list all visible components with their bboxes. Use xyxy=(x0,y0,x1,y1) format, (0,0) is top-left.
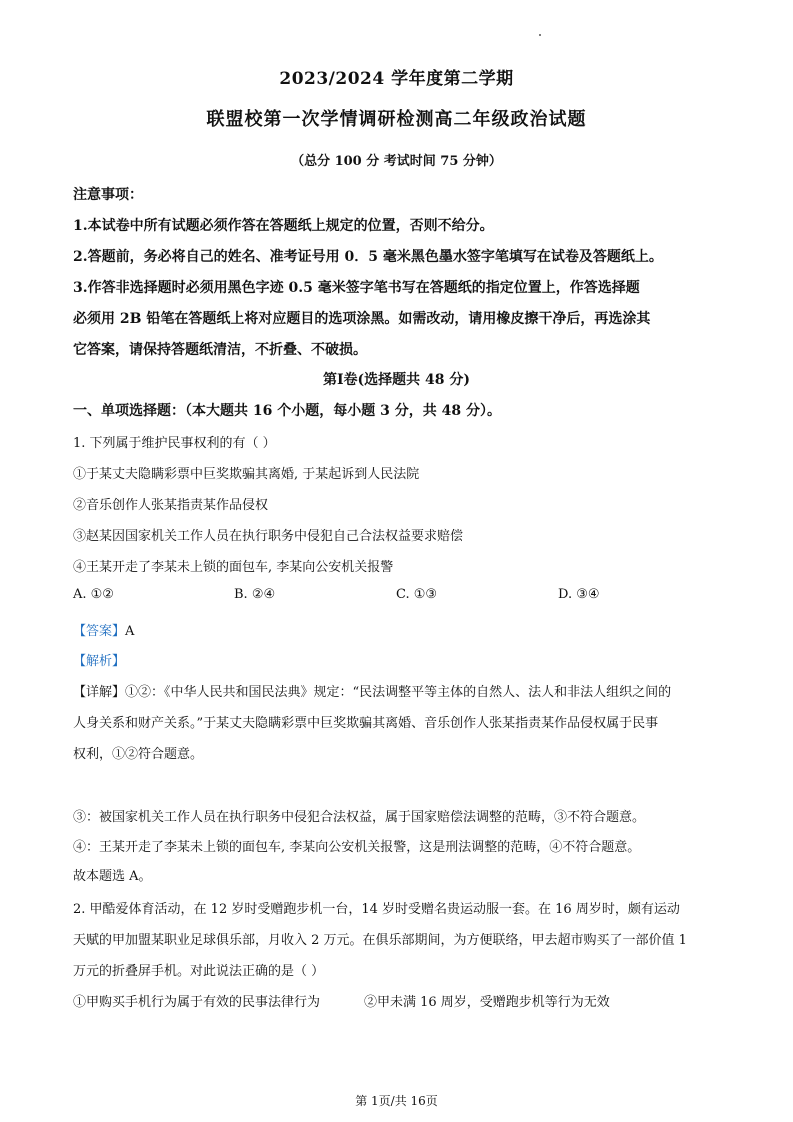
section-title: 第Ⅰ卷(选择题共 48 分) xyxy=(322,372,471,388)
analysis-tag: 【解析】 xyxy=(73,654,126,669)
q1-answer-line xyxy=(73,620,134,639)
section-heading: 一、单项选择题：（本大题共 16 个小题，每小题 3 分，共 48 分）。 xyxy=(73,403,501,419)
q2-line-2: 天赋的甲加盟某职业足球俱乐部，月收入 2 万元。在俱乐部期间，为方便联络，甲去超市购买了一部价值 1 xyxy=(73,933,687,948)
q1-statement-3: ③赵某因国家机关工作人员在执行职务中侵犯自己合法权益要求赔偿 xyxy=(73,529,464,544)
notice-item-3-cont: 必须用 2B 铅笔在答题纸上将对应题目的选项涂黑。如需改动，请用橡皮擦干净后，再选涂其 xyxy=(73,311,651,327)
q2-line-1: 2. 甲酷爱体育活动，在 12 岁时受赠跑步机一台，14 岁时受赠名贵运动服一套。在 16 周岁时，颇有运动 xyxy=(73,902,680,917)
q1-analysis-line xyxy=(73,650,125,669)
notice-heading: 注意事项： xyxy=(73,187,143,203)
q1-analysis-4: ④：王某开走了李某未上锁的面包车, 李某向公安机关报警，这是刑法调整的范畴，④不符合题意。 xyxy=(73,840,641,855)
q2-line-3: 万元的折叠屏手机。对此说法正确的是（ ） xyxy=(73,964,325,979)
notice-item-2: 2.答题前，务必将自己的姓名、准考证号用 0．5 毫米黑色墨水签字笔填写在试卷及答题纸上。 xyxy=(73,249,663,265)
q1-detail-line-3: 权利，①②符合题意。 xyxy=(73,747,204,762)
page-footer: 第 1页/共 16页 xyxy=(355,1094,438,1108)
q1-detail-line-1 xyxy=(73,681,671,700)
q1-conclusion: 故本题选 A。 xyxy=(73,869,152,884)
answer-tag: 【答案】 xyxy=(73,624,126,639)
exam-title-main: 联盟校第一次学情调研检测高二年级政治试题 xyxy=(206,109,587,130)
q1-option-b: B. ②④ xyxy=(234,587,276,602)
q1-statement-4: ④王某开走了李某未上锁的面包车, 李某向公安机关报警 xyxy=(73,560,394,575)
scan-dot xyxy=(539,34,541,36)
q1-option-c: C. ①③ xyxy=(396,587,438,602)
q2-statement-2: ②甲未满 16 周岁，受赠跑步机等行为无效 xyxy=(364,995,610,1010)
q1-analysis-3: ③：被国家机关工作人员在执行职务中侵犯合法权益，属于国家赔偿法调整的范畴，③不符合题意。 xyxy=(73,810,646,825)
q2-statement-1: ①甲购买手机行为属于有效的民事法律行为 xyxy=(73,995,321,1010)
q1-answer: A xyxy=(125,624,135,639)
q1-statement-1: ①于某丈夫隐瞒彩票中巨奖欺骗其离婚, 于某起诉到人民法院 xyxy=(73,467,420,482)
notice-item-1: 1.本试卷中所有试题必须作答在答题纸上规定的位置，否则不给分。 xyxy=(73,218,494,234)
notice-item-3-end: 它答案，请保持答题纸清洁，不折叠、不破损。 xyxy=(73,342,367,358)
q1-stem: 1. 下列属于维护民事权利的有（ ） xyxy=(73,436,276,451)
notice-item-3: 3.作答非选择题时必须用黑色字迹 0.5 毫米签字笔书写在答题纸的指定位置上，作答选择题 xyxy=(73,280,640,296)
exam-title-term: 2023/2024 学年度第二学期 xyxy=(279,69,514,89)
q1-option-d: D. ③④ xyxy=(558,587,600,602)
q1-detail-text-1: ①②：《中华人民共和国民法典》规定：“民法调整平等主体的自然人、法人和非法人组织之间的 xyxy=(125,685,672,700)
q1-detail-line-2: 人身关系和财产关系。”于某丈夫隐瞒彩票中巨奖欺骗其离婚、音乐创作人张某指责某作品侵权属于民事 xyxy=(73,716,659,731)
q1-option-a: A. ①② xyxy=(73,587,114,602)
exam-meta: （总分 100 分 考试时间 75 分钟） xyxy=(291,154,502,169)
q1-statement-2: ②音乐创作人张某指责某作品侵权 xyxy=(73,498,269,513)
detail-tag: 【详解】 xyxy=(73,685,126,700)
